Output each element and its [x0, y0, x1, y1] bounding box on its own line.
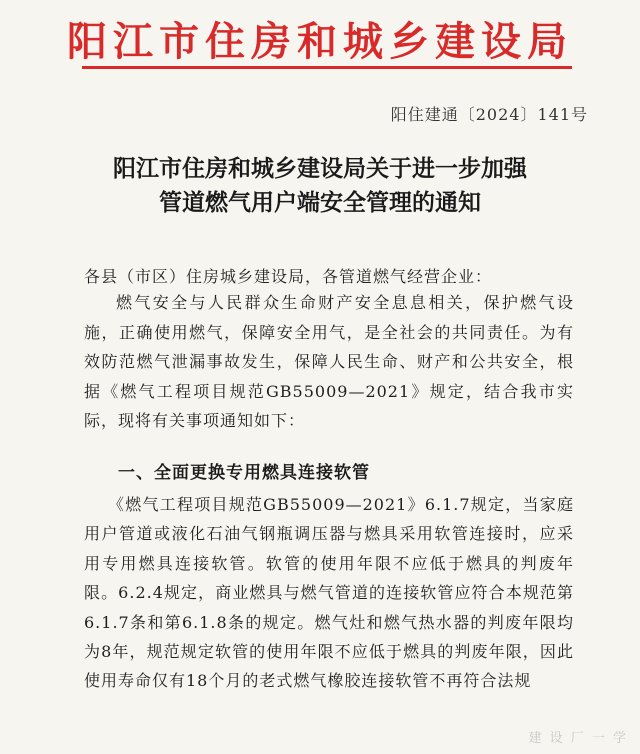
document-number: 阳住建通〔2024〕141号: [390, 105, 588, 124]
section-1-paragraph: 《燃气工程项目规范GB55009—2021》6.1.7规定，当家庭用户管道或液化石油气钢瓶调压器与燃具采用软管连接时，应采用专用燃具连接软管。软管的使用年限不应低于燃具的判废年限。6.2.4规定，商业燃具与燃气管道的连接软管应符合本规范第6.1.7条和第6.1.8条的规定。燃气灶和燃气热水器的判废年限均为8年，规范规定软管的使用年限不应低于燃具的判废年限，因此使用寿命仅有18个月的老式燃气橡胶连接软管不再符合法规: [84, 495, 574, 691]
notice-title-line-2: 管道燃气用户端安全管理的通知: [159, 190, 481, 216]
red-header-rule: [82, 66, 572, 69]
salutation: 各县（市区）住房城乡建设局，各管道燃气经营企业：: [84, 267, 493, 286]
issuer-header: 阳江市住房和城乡建设局: [67, 19, 573, 65]
intro-paragraph: 燃气安全与人民群众生命财产安全息息相关，保护燃气设施，正确使用燃气，保障安全用气，是全社会的共同责任。为有效防范燃气泄漏事故发生，保障人民生命、财产和公共安全，根据《燃气工程项目规范GB55009—2021》规定，结合我市实际，现将有关事项通知如下：: [84, 293, 574, 431]
notice-title-line-1: 阳江市住房和城乡建设局关于进一步加强: [113, 156, 527, 182]
notice-title: [40, 152, 600, 220]
watermark-logo: 建 设 厂 一 学: [528, 731, 628, 746]
section-heading-1: 一、全面更换专用燃具连接软管: [118, 463, 370, 483]
